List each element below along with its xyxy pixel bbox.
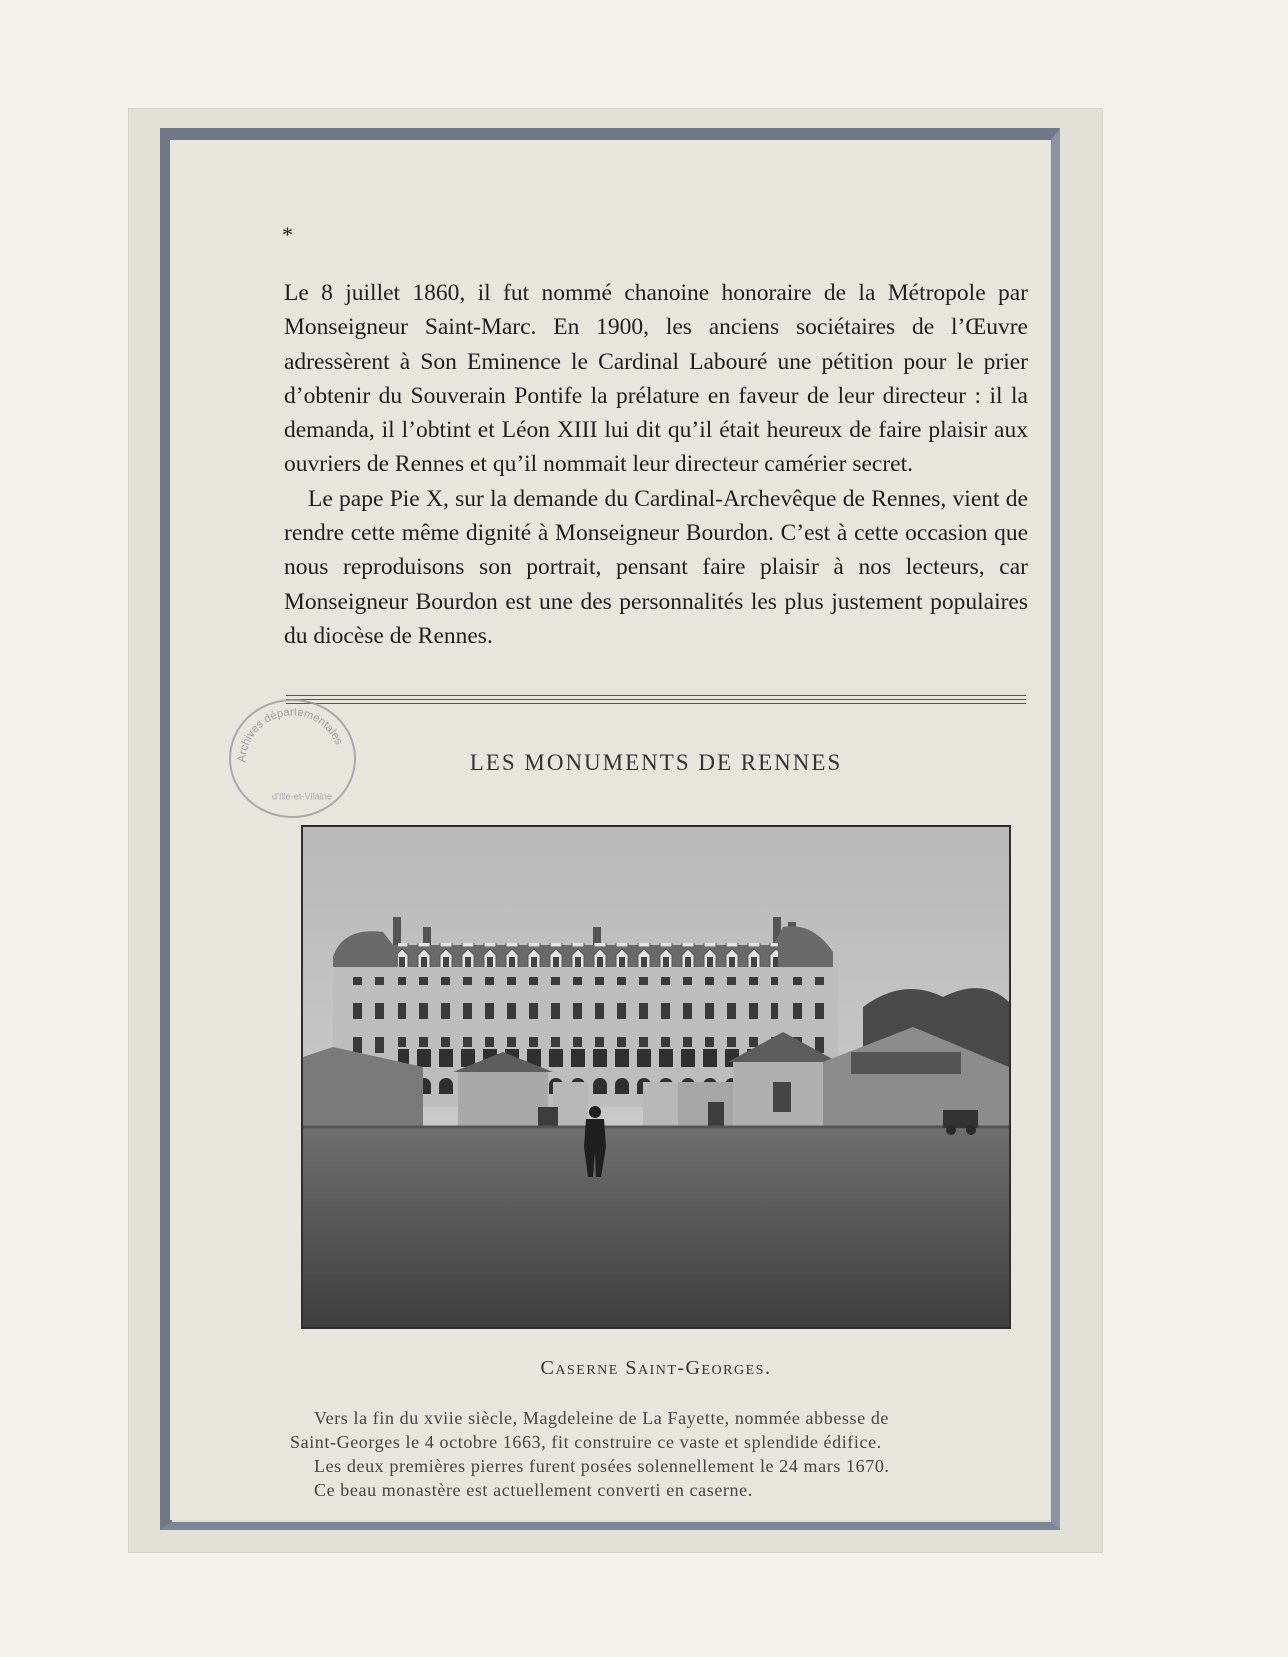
caption-text [290,1406,1030,1502]
body-text [284,276,1028,653]
svg-text:d'Ille-et-Vilaine: d'Ille-et-Vilaine [272,791,333,802]
svg-text:Archives départementales: Archives départementales [236,706,345,763]
paragraph-1: Le 8 juillet 1860, il fut nommé chanoine honoraire de la Métropole par Monseigneur Saint-Marc. En 1900, les anciens sociétaires de l’Œuvre adressèrent à Son Eminence le Cardinal Labouré une pétition pour le prier d’obtenir du Souverain Pontife la prélature en faveur de leur directeur : il la demanda, il l’obtint et Léon XIII lui dit qu’il était heureux de faire plaisir aux ouvriers de Rennes et qu’il nommait leur directeur camérier secret. [284,280,1028,478]
caption-line: Ce beau monastère est actuellement converti en caserne. [314,1480,753,1500]
decorative-rule [286,695,1026,707]
caserne-photo [301,825,1011,1329]
photo-caption: Caserne Saint-Georges. [540,1357,772,1379]
section-title: LES MONUMENTS DE RENNES [469,750,843,775]
paragraph-2: Le pape Pie X, sur la demande du Cardinal-Archevêque de Rennes, vient de rendre cette même dignité à Monseigneur Bourdon. C’est à cette occasion que nous reproduisons son portrait, pensant faire plaisir à nos lecteurs, car Monseigneur Bourdon est une des personnalités les plus justement populaires du diocèse de Rennes. [284,485,1028,649]
asterisk-mark: * [282,222,293,247]
caption-line: Vers la fin du xviie siècle, Magdeleine de La Fayette, nommée abbesse de [314,1408,890,1428]
caption-line: Saint-Georges le 4 octobre 1663, fit construire ce vaste et splendide édifice. [290,1432,882,1452]
caption-line: Les deux premières pierres furent posées solennellement le 24 mars 1670. [314,1456,890,1476]
